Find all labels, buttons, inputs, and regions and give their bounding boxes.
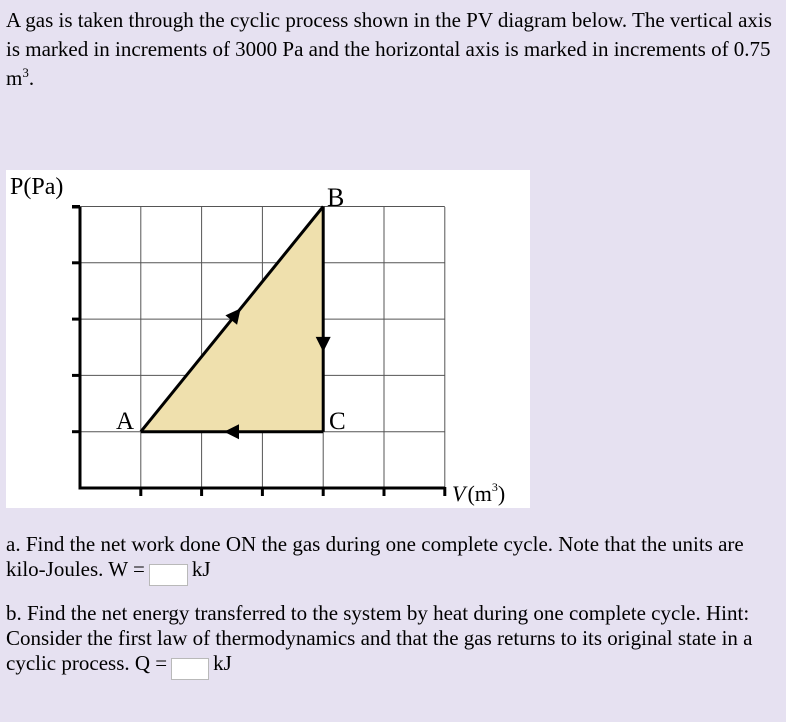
heat-answer-input[interactable] <box>171 658 209 680</box>
intro-period: . <box>28 66 35 90</box>
work-answer-input[interactable] <box>149 564 188 586</box>
intro-text: A gas is taken through the cyclic process shown in the PV diagram below. The vertical axis is marked in increments of 3000 Pa and the horizontal axis is marked in increments of 0.75 m <box>6 8 772 90</box>
problem-intro <box>6 6 776 93</box>
x-axis-label-v: V <box>452 481 466 506</box>
point-label-b: B <box>327 183 345 212</box>
question-a-unit: kJ <box>191 557 211 581</box>
question-a-text: a. Find the net work done ON the gas during one complete cycle. Note that the units are kilo-Joules. W = <box>6 532 744 581</box>
x-axis-label-unit: (m <box>467 481 492 506</box>
x-axis-label <box>452 480 505 506</box>
question-a <box>6 532 782 586</box>
question-b-text: b. Find the net energy transferred to the system by heat during one complete cycle. Hint: Consider the first law of thermodynamics and that the gas returns to its original state in a cyclic process. Q = <box>6 601 753 675</box>
pv-diagram <box>6 170 530 508</box>
question-b <box>6 601 782 680</box>
intro-superscript: 3 <box>22 65 29 80</box>
pv-diagram-svg <box>6 170 530 508</box>
x-axis-label-sup: 3 <box>491 480 498 494</box>
x-axis-label-close: ) <box>497 481 506 506</box>
y-axis-label: P(Pa) <box>10 174 64 200</box>
point-label-c: C <box>329 408 346 435</box>
question-b-unit: kJ <box>213 651 232 675</box>
point-label-a: A <box>116 408 135 435</box>
